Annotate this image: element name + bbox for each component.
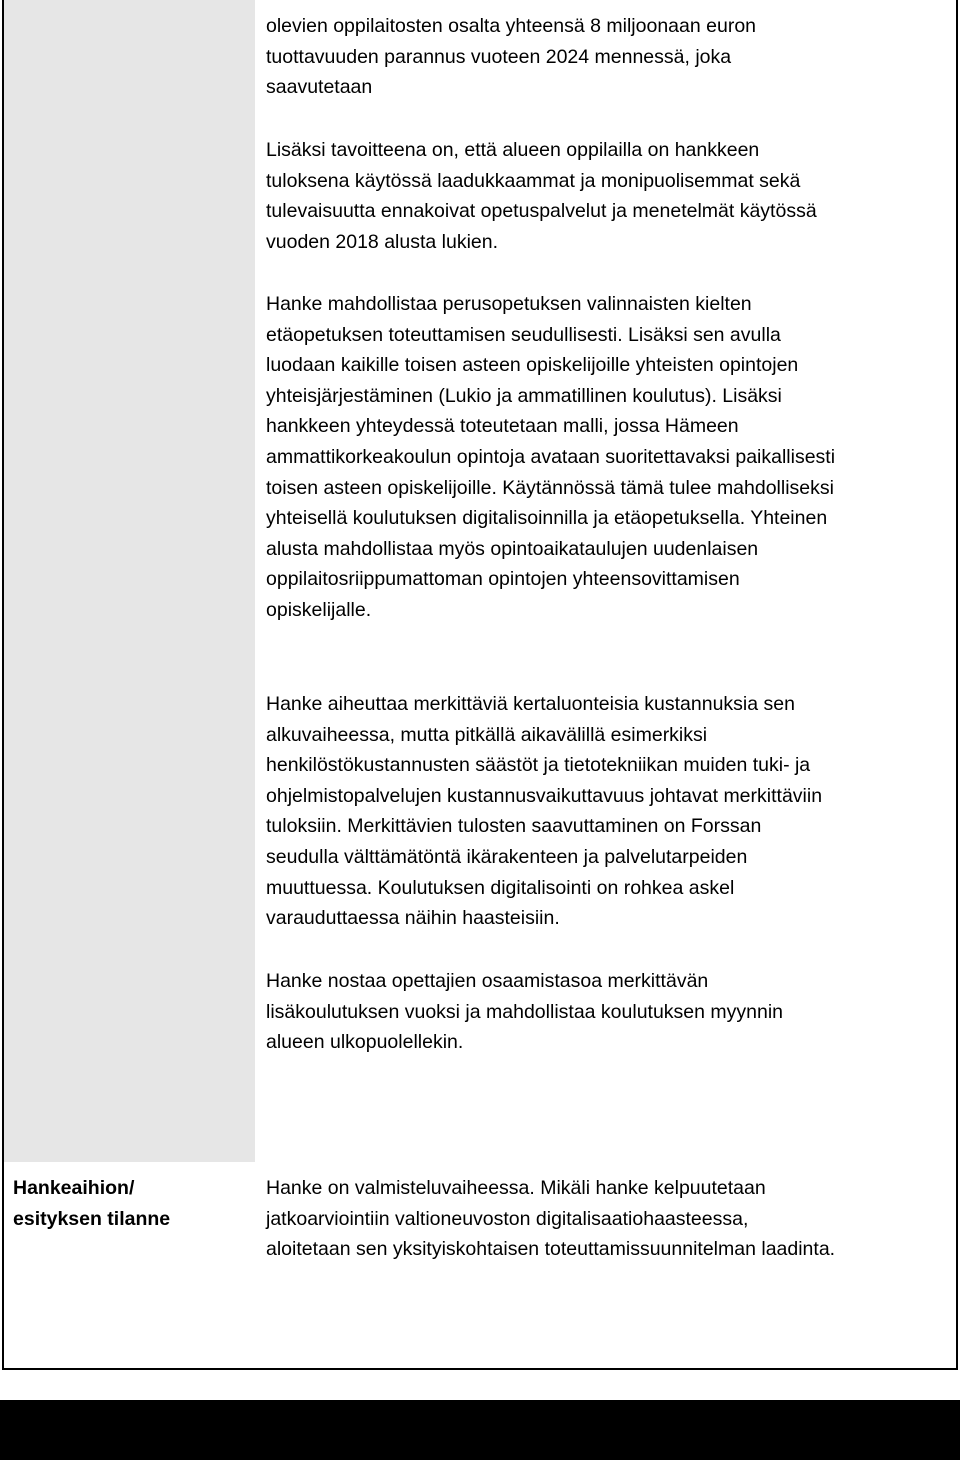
table-label-cell-shaded [2, 0, 256, 1164]
status-row-label: Hankeaihion/ esityksen tilanne [13, 1177, 171, 1230]
footer-bar [0, 1400, 960, 1460]
paragraph-goals: Lisäksi tavoitteena on, että alueen oppilailla on hankkeen tuloksena käytössä laadukkaammat ja monipuolisemmat sekä tulevaisuutta ennakoivat opetuspalvelut ja menetelmät käytössä vuoden 2018 alusta lukien. [266, 139, 817, 253]
paragraph-productivity: olevien oppilaitosten osalta yhteensä 8 miljoonaan euron tuottavuuden parannus vuoteen 2024 mennessä, joka saavutetaan [266, 15, 757, 99]
paragraph-teacher-training: Hanke nostaa opettajien osaamistasoa merkittävän lisäkoulutuksen vuoksi ja mahdollistaa koulutuksen myynnin alueen ulkopuolellekin. [266, 970, 784, 1054]
paragraph-costs: Hanke aiheuttaa merkittäviä kertaluonteisia kustannuksia sen alkuvaiheessa, mutta pitkällä aikavälillä esimerkiksi henkilöstökustannusten säästöt ja tietotekniikan muiden tuki- ja ohjelmistopalvelujen kustannusvaikuttavuus johtavat merkittäviin tuloksiin. Merkittävien tulosten saavuttaminen on Forssan seudulla välttämätöntä ikärakenteen ja palvelutarpeiden muuttuessa. Koulutuksen digitalisointi on rohkea askel varauduttaessa näihin haasteisiin. [266, 693, 823, 930]
status-row-text: Hanke on valmisteluvaiheessa. Mikäli hanke kelpuutetaan jatkoarviointiin valtioneuvoston digitalisaatiohaasteessa, aloitetaan sen yksityiskohtaisen toteuttamissuunnitelman laadinta. [266, 1177, 836, 1261]
paragraph-distance-learning: Hanke mahdollistaa perusopetuksen valinnaisten kielten etäopetuksen toteuttamisen seudullisesti. Lisäksi sen avulla luodaan kaikille toisen asteen opiskelijoille yhteisten opintojen yhteisjärjestäminen (Lukio ja ammatillinen koulutus). Lisäksi hankkeen yhteydessä toteutetaan malli, jossa Hämeen ammattikorkeakoulun opintoja avataan suoritettavaksi paikallisesti toisen asteen opiskelijoille. Käytännössä tämä tulee mahdolliseksi yhteisellä koulutuksen digitalisoinnilla ja etäopetuksella. Yhteinen alusta mahdollistaa myös opintoaikataulujen uudenlaisen oppilaitosriippumattoman opintojen yhteensovittamisen opiskelijalle. [266, 293, 836, 621]
